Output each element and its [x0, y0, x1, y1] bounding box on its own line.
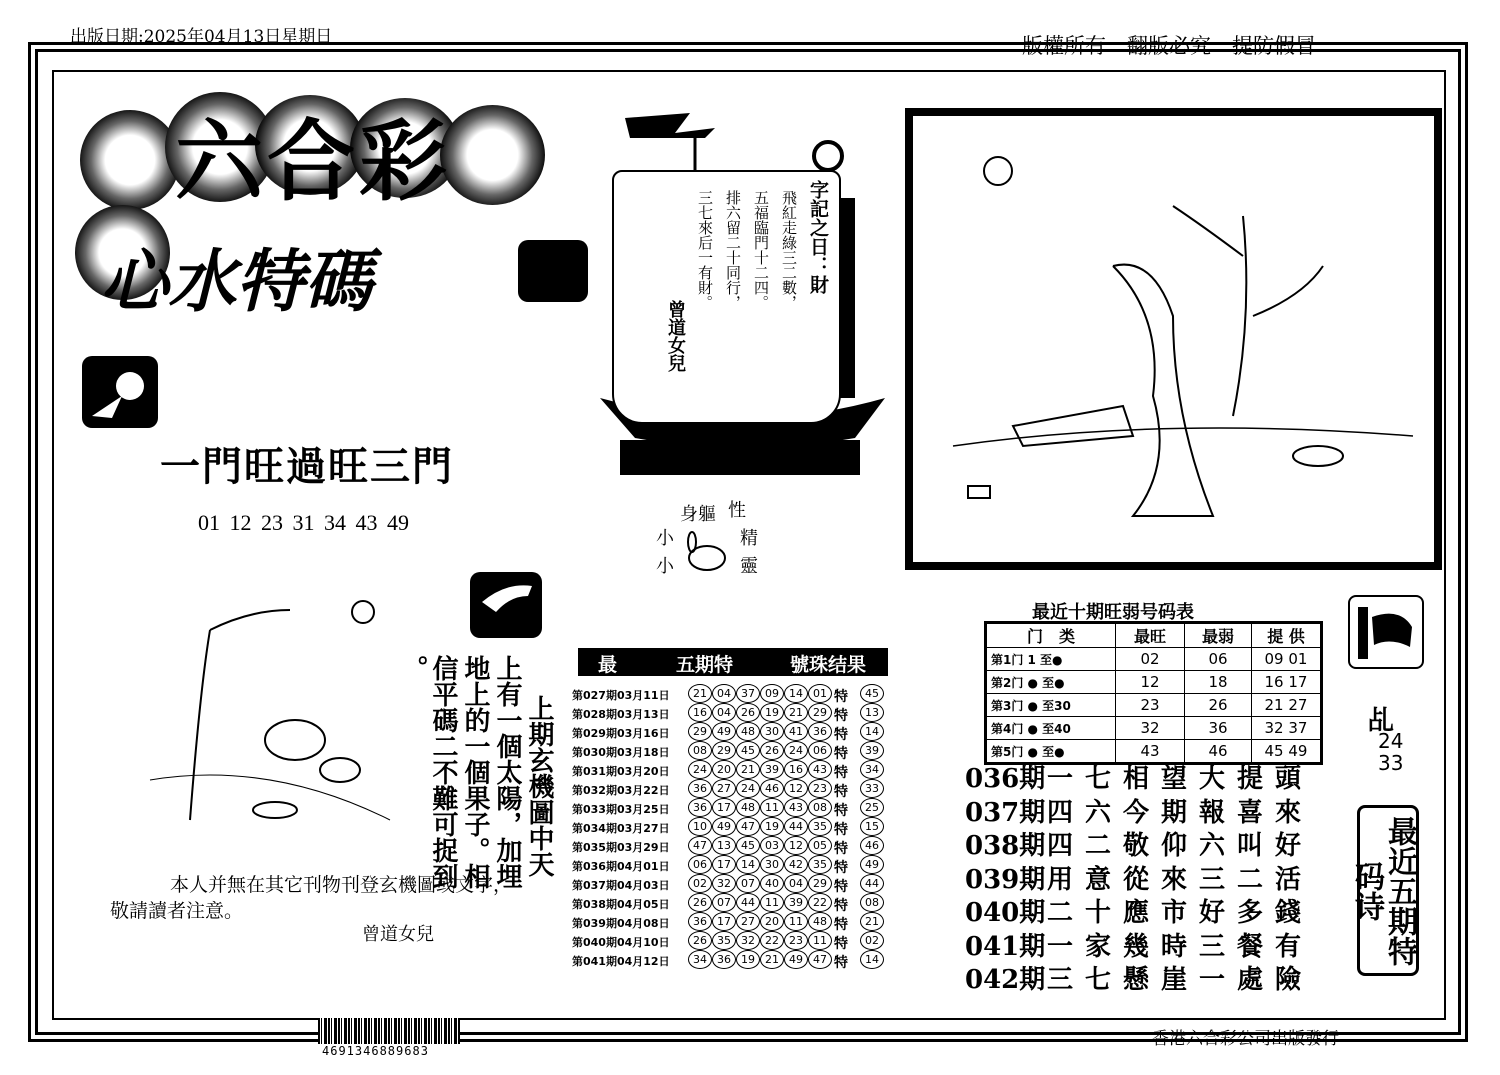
ten-table-cell-hot: 12: [1116, 671, 1185, 694]
ten-table-row: [986, 671, 1322, 694]
poem-text: 二十應市好多錢: [1047, 898, 1314, 928]
side-banner: 最近五期特码诗: [1357, 805, 1419, 976]
draw-row-label: 第027期03月11日: [572, 689, 670, 702]
draw-ball: 23: [784, 931, 808, 950]
hand-pointing-icon: [470, 572, 542, 638]
ten-table-header: 最旺: [1116, 623, 1185, 648]
rabbit-text: 小: [656, 556, 674, 577]
special-ball: 39: [860, 741, 884, 760]
decor-circle: [440, 105, 545, 205]
hand-plant-icon: [82, 356, 158, 428]
draw-ball: 39: [784, 893, 808, 912]
ten-table-row: [986, 648, 1322, 671]
poem-period: 040期: [965, 898, 1046, 928]
barcode-number: 4691346889683: [322, 1044, 429, 1058]
ten-table-cell-offer: 45 49: [1252, 740, 1322, 764]
sail-line: 飛紅走綠三二數，: [780, 190, 798, 310]
special-ball: 25: [860, 798, 884, 817]
ten-period-table: [984, 621, 1323, 765]
poem-line: [965, 897, 1313, 931]
special-label: 特: [834, 708, 848, 724]
draw-ball: 11: [808, 931, 832, 950]
draw-table-hdr1: 最: [598, 654, 618, 676]
poem-text: 一家幾時三餐有: [1047, 931, 1314, 962]
draw-ball: 36: [688, 912, 712, 931]
rabbit-text: 精: [740, 528, 758, 549]
sail-line: 排六留二十同行，: [724, 190, 742, 310]
draw-ball: 34: [688, 950, 712, 969]
draw-row-label: 第036期04月01日: [572, 860, 670, 873]
draw-ball: 08: [808, 798, 832, 817]
poem-period: 041期: [965, 931, 1046, 962]
draw-ball: 05: [808, 836, 832, 855]
special-label: 特: [834, 784, 848, 800]
draw-ball: 47: [808, 950, 832, 969]
draw-ball: 30: [760, 855, 784, 874]
ten-table-cell-cold: 18: [1185, 671, 1252, 694]
special-ball: 45: [860, 684, 884, 703]
draw-ball: 17: [712, 798, 736, 817]
goat-illustration: [140, 590, 400, 840]
basket-icon: [518, 240, 588, 302]
riddle-column: 地上的一個果子。相: [460, 655, 490, 889]
draw-ball: 36: [808, 722, 832, 741]
publisher: 香港六合彩公司出版發行: [1152, 1029, 1339, 1049]
poem-line: [965, 931, 1313, 965]
barcode: [318, 1018, 460, 1044]
draw-ball: 47: [688, 836, 712, 855]
draw-ball: 06: [808, 741, 832, 760]
draw-ball: 21: [736, 760, 760, 779]
special-ball: 08: [860, 893, 884, 912]
draw-ball: 48: [736, 798, 760, 817]
ten-table-cell-offer: 16 17: [1252, 671, 1322, 694]
special-ball: 14: [860, 950, 884, 969]
draw-ball: 03: [760, 836, 784, 855]
draw-ball: 44: [784, 817, 808, 836]
draw-ball: 07: [736, 874, 760, 893]
sub-title: 心水特碼: [100, 243, 373, 322]
rabbit-text: 身軀: [680, 504, 716, 525]
draw-ball: 17: [712, 912, 736, 931]
special-ball: 21: [860, 912, 884, 931]
draw-ball: 16: [688, 703, 712, 722]
draw-row-label: 第031期03月20日: [572, 765, 670, 778]
draw-ball: 35: [712, 931, 736, 950]
draw-ball: 20: [760, 912, 784, 931]
special-label: 特: [834, 803, 848, 819]
draw-ball: 26: [760, 741, 784, 760]
poem-text: 用意從來三二活: [1047, 864, 1314, 895]
ten-table-cell-offer: 21 27: [1252, 694, 1322, 717]
draw-ball: 35: [808, 817, 832, 836]
draw-ball: 39: [760, 760, 784, 779]
draw-ball: 49: [712, 817, 736, 836]
draw-ball: 22: [760, 931, 784, 950]
draw-row-label: 第028期03月13日: [572, 708, 670, 721]
draw-ball: 36: [688, 798, 712, 817]
special-ball: 15: [860, 817, 884, 836]
rabbit-text: 靈: [740, 556, 758, 577]
ten-table-cell-offer: 09 01: [1252, 648, 1322, 671]
draw-ball: 36: [712, 950, 736, 969]
poem-period: 036期: [965, 764, 1046, 794]
draw-ball: 42: [784, 855, 808, 874]
ten-table-cell-door: 第3门 ● 至30: [986, 694, 1116, 717]
poem-line: [965, 864, 1313, 898]
special-label: 特: [834, 879, 848, 895]
draw-table-hdr3: 號珠结果: [790, 654, 867, 676]
ten-table-header: 最弱: [1185, 623, 1252, 648]
special-ball: 34: [860, 760, 884, 779]
draw-row-label: 第029期03月16日: [572, 727, 670, 740]
special-label: 特: [834, 936, 848, 952]
draw-ball: 19: [760, 817, 784, 836]
ten-table-cell-offer: 32 37: [1252, 717, 1322, 740]
draw-ball: 29: [808, 874, 832, 893]
draw-ball: 09: [760, 684, 784, 703]
special-label: 特: [834, 860, 848, 876]
copyright-notice: 版權所有 翻版必究 提防假冒: [1022, 34, 1316, 58]
draw-ball: 04: [784, 874, 808, 893]
draw-ball: 08: [688, 741, 712, 760]
main-title: 六合彩: [175, 110, 452, 213]
ten-table-cell-door: 第5门 ● 至●: [986, 740, 1116, 764]
draw-ball: 27: [736, 912, 760, 931]
draw-ball: 20: [712, 760, 736, 779]
rabbit-text: 小: [656, 528, 674, 549]
special-label: 特: [834, 727, 848, 743]
side-character: 乩: [1368, 706, 1395, 736]
draw-row-label: 第037期04月03日: [572, 879, 670, 892]
draw-ball: 29: [688, 722, 712, 741]
decor-circle: [80, 110, 180, 210]
sail-line: 三七來后一有財。: [696, 190, 714, 310]
draw-ball: 14: [736, 855, 760, 874]
draw-ball: 11: [760, 893, 784, 912]
ten-table-row: [986, 717, 1322, 740]
special-label: 特: [834, 765, 848, 781]
signature: 曾道女兒: [362, 924, 434, 945]
ten-table-header: 门 类: [986, 623, 1116, 648]
special-label: 特: [834, 841, 848, 857]
poem-line: [965, 964, 1313, 998]
draw-ball: 45: [736, 836, 760, 855]
special-label: 特: [834, 898, 848, 914]
draw-table-hdr2: 五期特: [676, 654, 734, 676]
draw-ball: 36: [688, 779, 712, 798]
notice-line: 本人并無在其它刊物刊登玄機圖或文字，: [170, 874, 513, 896]
draw-row-label: 第030期03月18日: [572, 746, 670, 759]
ten-table-cell-door: 第4门 ● 至40: [986, 717, 1116, 740]
draw-ball: 17: [712, 855, 736, 874]
period-poems: [965, 763, 1313, 998]
draw-ball: 10: [688, 817, 712, 836]
draw-ball: 45: [736, 741, 760, 760]
draw-ball: 14: [784, 684, 808, 703]
draw-ball: 41: [784, 722, 808, 741]
slogan: 一門旺過旺三門: [160, 444, 454, 490]
draw-ball: 13: [712, 836, 736, 855]
ten-table-cell-hot: 02: [1116, 648, 1185, 671]
draw-ball: 26: [688, 893, 712, 912]
ten-table-row: [986, 740, 1322, 764]
draw-row-label: 第041期04月12日: [572, 955, 670, 968]
draw-ball: 12: [784, 836, 808, 855]
draw-ball: 12: [784, 779, 808, 798]
draw-ball: 21: [688, 684, 712, 703]
draw-ball: 32: [736, 931, 760, 950]
draw-ball: 11: [784, 912, 808, 931]
side-numbers: [1378, 730, 1403, 774]
rabbit-text: 性: [728, 500, 746, 521]
draw-ball: 19: [760, 703, 784, 722]
special-ball: 33: [860, 779, 884, 798]
draw-ball: 06: [688, 855, 712, 874]
ten-table-cell-hot: 32: [1116, 717, 1185, 740]
draw-row-label: 第035期03月29日: [572, 841, 670, 854]
special-ball: 14: [860, 722, 884, 741]
draw-ball: 24: [736, 779, 760, 798]
riddle-column: 上期玄機圖中天: [524, 695, 554, 877]
ten-table-header: 提 供: [1252, 623, 1322, 648]
side-number: 24: [1378, 729, 1404, 753]
ten-table-row: [986, 694, 1322, 717]
draw-ball: 21: [760, 950, 784, 969]
draw-ball: 37: [736, 684, 760, 703]
draw-row-label: 第040期04月10日: [572, 936, 670, 949]
draw-row-label: 第032期03月22日: [572, 784, 670, 797]
poem-period: 039期: [965, 864, 1046, 895]
special-ball: 02: [860, 931, 884, 950]
draw-ball: 27: [712, 779, 736, 798]
ten-table-cell-door: 第1门 1 至●: [986, 648, 1116, 671]
hand-icon: [1348, 595, 1424, 669]
draw-ball: 04: [712, 703, 736, 722]
draw-row-label: 第039期04月08日: [572, 917, 670, 930]
poem-text: 一七相望大提頭: [1047, 764, 1314, 794]
notice: [110, 872, 512, 924]
special-label: 特: [834, 689, 848, 705]
special-ball: 46: [860, 836, 884, 855]
draw-ball: 49: [784, 950, 808, 969]
draw-ball: 48: [736, 722, 760, 741]
poem-line: [965, 763, 1313, 797]
draw-ball: 47: [736, 817, 760, 836]
notice-line: 敬請讀者注意。: [110, 900, 244, 922]
draw-ball: 11: [760, 798, 784, 817]
poem-text: 四二敬仰六叫好: [1047, 831, 1314, 861]
draw-ball: 46: [760, 779, 784, 798]
draw-ball: 01: [808, 684, 832, 703]
poem-period: 038期: [965, 831, 1046, 861]
special-ball: 49: [860, 855, 884, 874]
draw-ball: 21: [784, 703, 808, 722]
slogan-numbers: 01 12 23 31 34 43 49: [198, 510, 409, 535]
lady-picture-frame: [905, 108, 1442, 570]
draw-ball: 29: [808, 703, 832, 722]
draw-row-label: 第033期03月25日: [572, 803, 670, 816]
riddle-column: 上有一個太陽，加埋: [492, 655, 522, 889]
draw-ball: 43: [784, 798, 808, 817]
draw-ball: 24: [784, 741, 808, 760]
draw-ball: 26: [688, 931, 712, 950]
draw-ball: 29: [712, 741, 736, 760]
draw-ball: 30: [760, 722, 784, 741]
ten-table-cell-cold: 06: [1185, 648, 1252, 671]
draw-ball: 02: [688, 874, 712, 893]
special-label: 特: [834, 955, 848, 971]
special-label: 特: [834, 746, 848, 762]
draw-table-header: [578, 648, 888, 676]
side-number: 33: [1378, 751, 1404, 775]
sail-line: 五福臨門十二四。: [752, 190, 770, 310]
ten-table-cell-cold: 46: [1185, 740, 1252, 764]
draw-ball: 23: [808, 779, 832, 798]
ten-table-cell-door: 第2门 ● 至●: [986, 671, 1116, 694]
draw-ball: 07: [712, 893, 736, 912]
special-ball: 13: [860, 703, 884, 722]
draw-ball: 32: [712, 874, 736, 893]
draw-ball: 16: [784, 760, 808, 779]
riddle-column: 信平碼二不難可捉到: [428, 655, 458, 889]
poem-text: 三七懸崖一處險: [1047, 965, 1314, 995]
riddle-column: 。: [398, 655, 428, 681]
poem-period: 042期: [965, 965, 1046, 995]
sail-heading: 字記之日：財: [807, 180, 829, 294]
ten-table-cell-cold: 26: [1185, 694, 1252, 717]
publish-date: 出版日期:2025年04月13日星期日: [70, 27, 333, 47]
poem-line: [965, 797, 1313, 831]
draw-ball: 04: [712, 684, 736, 703]
ten-table-cell-hot: 43: [1116, 740, 1185, 764]
draw-ball: 49: [712, 722, 736, 741]
poem-line: [965, 830, 1313, 864]
special-label: 特: [834, 822, 848, 838]
rabbit-icon: [682, 530, 732, 575]
draw-ball: 40: [760, 874, 784, 893]
draw-ball: 24: [688, 760, 712, 779]
draw-ball: 35: [808, 855, 832, 874]
draw-ball: 26: [736, 703, 760, 722]
ten-table-cell-hot: 23: [1116, 694, 1185, 717]
draw-ball: 19: [736, 950, 760, 969]
lady-illustration: [913, 116, 1434, 562]
draw-ball: 48: [808, 912, 832, 931]
poem-period: 037期: [965, 797, 1046, 828]
poem-text: 四六今期報喜來: [1047, 797, 1314, 828]
ten-table-cell-cold: 36: [1185, 717, 1252, 740]
draw-ball: 22: [808, 893, 832, 912]
draw-ball: 43: [808, 760, 832, 779]
draw-ball: 44: [736, 893, 760, 912]
sail-author: 曾道女兒: [665, 300, 686, 372]
special-ball: 44: [860, 874, 884, 893]
ten-table-title: 最近十期旺弱号码表: [1032, 602, 1194, 623]
draw-row-label: 第038期04月05日: [572, 898, 670, 911]
draw-row-label: 第034期03月27日: [572, 822, 670, 835]
special-label: 特: [834, 917, 848, 933]
